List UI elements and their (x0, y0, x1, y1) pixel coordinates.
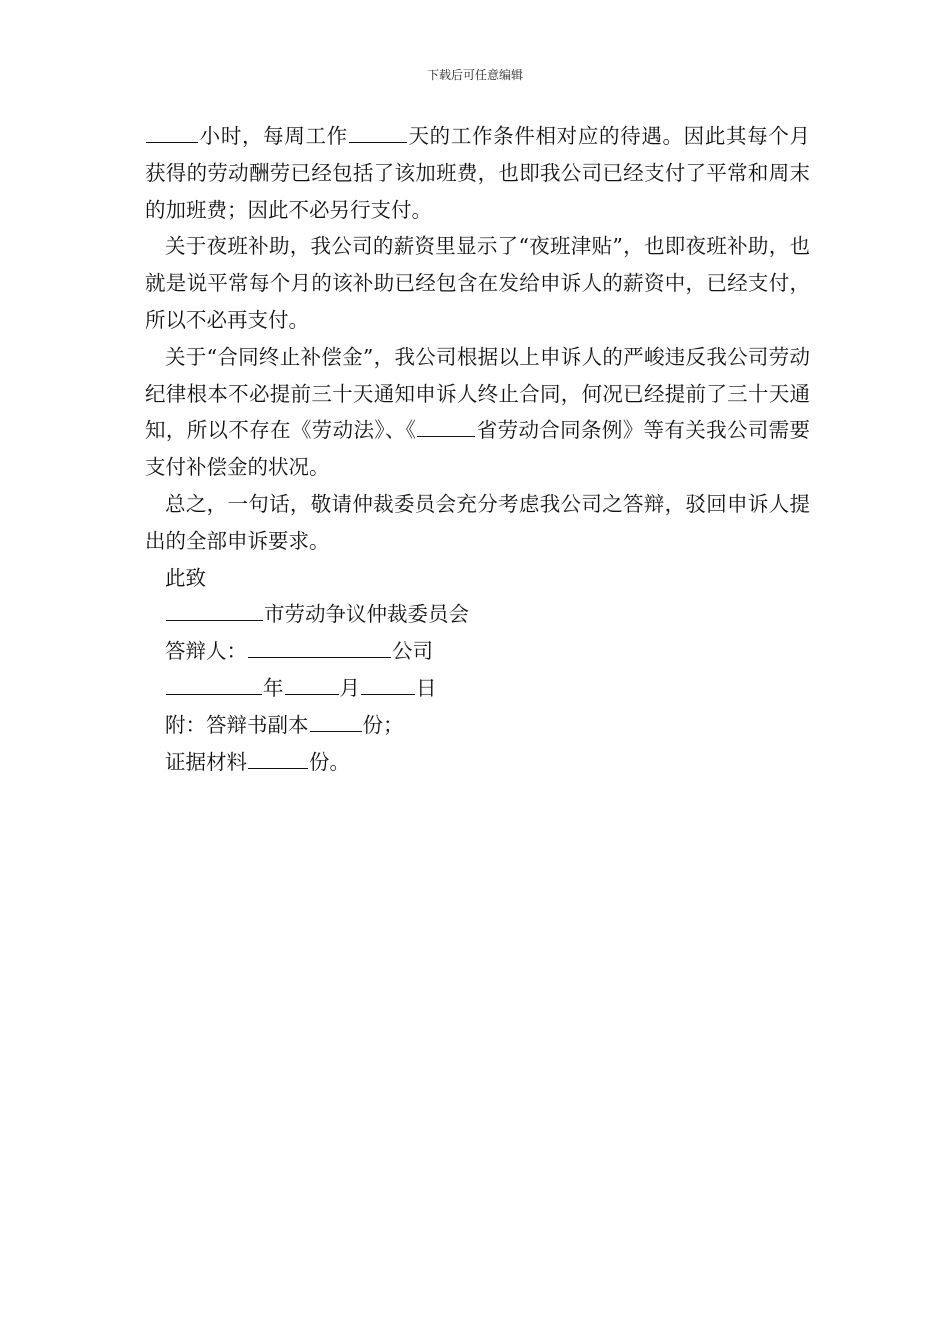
paragraph-text: 省劳动合同条例》等有关我公司需要支付补偿金的状况。 (145, 418, 811, 480)
recipient-text: 市劳动争议仲裁委员会 (264, 602, 469, 627)
paragraph-text: 关于“合同终止补偿金”，我公司根据以上申诉人的严峻违反我公司劳动纪律根本不必提前三十天通知申诉人终止合同，何况已经提前了三十天通知，所以不存在《劳动法》、《 (145, 344, 810, 443)
attachment-label: 附：答辩书副本 (165, 712, 309, 737)
year-label: 年 (263, 675, 284, 700)
month-label: 月 (339, 675, 360, 700)
document-body (145, 118, 810, 780)
evidence-label: 证据材料 (165, 749, 247, 774)
respondent-suffix: 公司 (392, 639, 433, 664)
blank-day[interactable] (361, 672, 415, 695)
date-line (145, 670, 810, 707)
paragraph-overtime (145, 118, 810, 228)
blank-month[interactable] (285, 672, 339, 695)
blank-copies[interactable] (310, 709, 362, 732)
paragraph-text: 天的工作条件相对应的待遇。因此其每个月获得的劳动酬劳已经包括了该加班费，也即我公司已经支付了平常和周末的加班费；因此不必另行支付。 (145, 124, 811, 222)
blank-city[interactable] (166, 598, 263, 621)
evidence-line (145, 744, 810, 781)
day-label: 日 (416, 675, 437, 700)
respondent-label: 答辩人： (165, 639, 247, 664)
paragraph-compensation (145, 339, 810, 486)
header-note: 下载后可任意编辑 (426, 68, 523, 82)
blank-days[interactable] (349, 120, 407, 143)
paragraph-night-shift: 关于夜班补助，我公司的薪资里显示了“夜班津贴”，也即夜班补助，也就是说平常每个月的该补助已经包含在发给申诉人的薪资中，已经支付，所以不必再支付。 (145, 234, 810, 332)
paragraph-text: 小时，每周工作 (199, 124, 348, 148)
blank-year[interactable] (166, 672, 262, 695)
blank-province[interactable] (417, 414, 475, 437)
attachment-line (145, 707, 810, 744)
salutation: 此致 (165, 565, 206, 590)
blank-company[interactable] (248, 635, 391, 658)
respondent-line (145, 633, 810, 670)
evidence-suffix: 份。 (309, 749, 350, 774)
blank-hours[interactable] (146, 120, 198, 143)
paragraph-conclusion: 总之，一句话，敬请仲裁委员会充分考虑我公司之答辩，驳回申诉人提出的全部申诉要求。 (145, 491, 810, 553)
blank-evidence-count[interactable] (248, 746, 308, 769)
recipient-line (145, 596, 810, 633)
attachment-suffix: 份； (362, 712, 404, 737)
